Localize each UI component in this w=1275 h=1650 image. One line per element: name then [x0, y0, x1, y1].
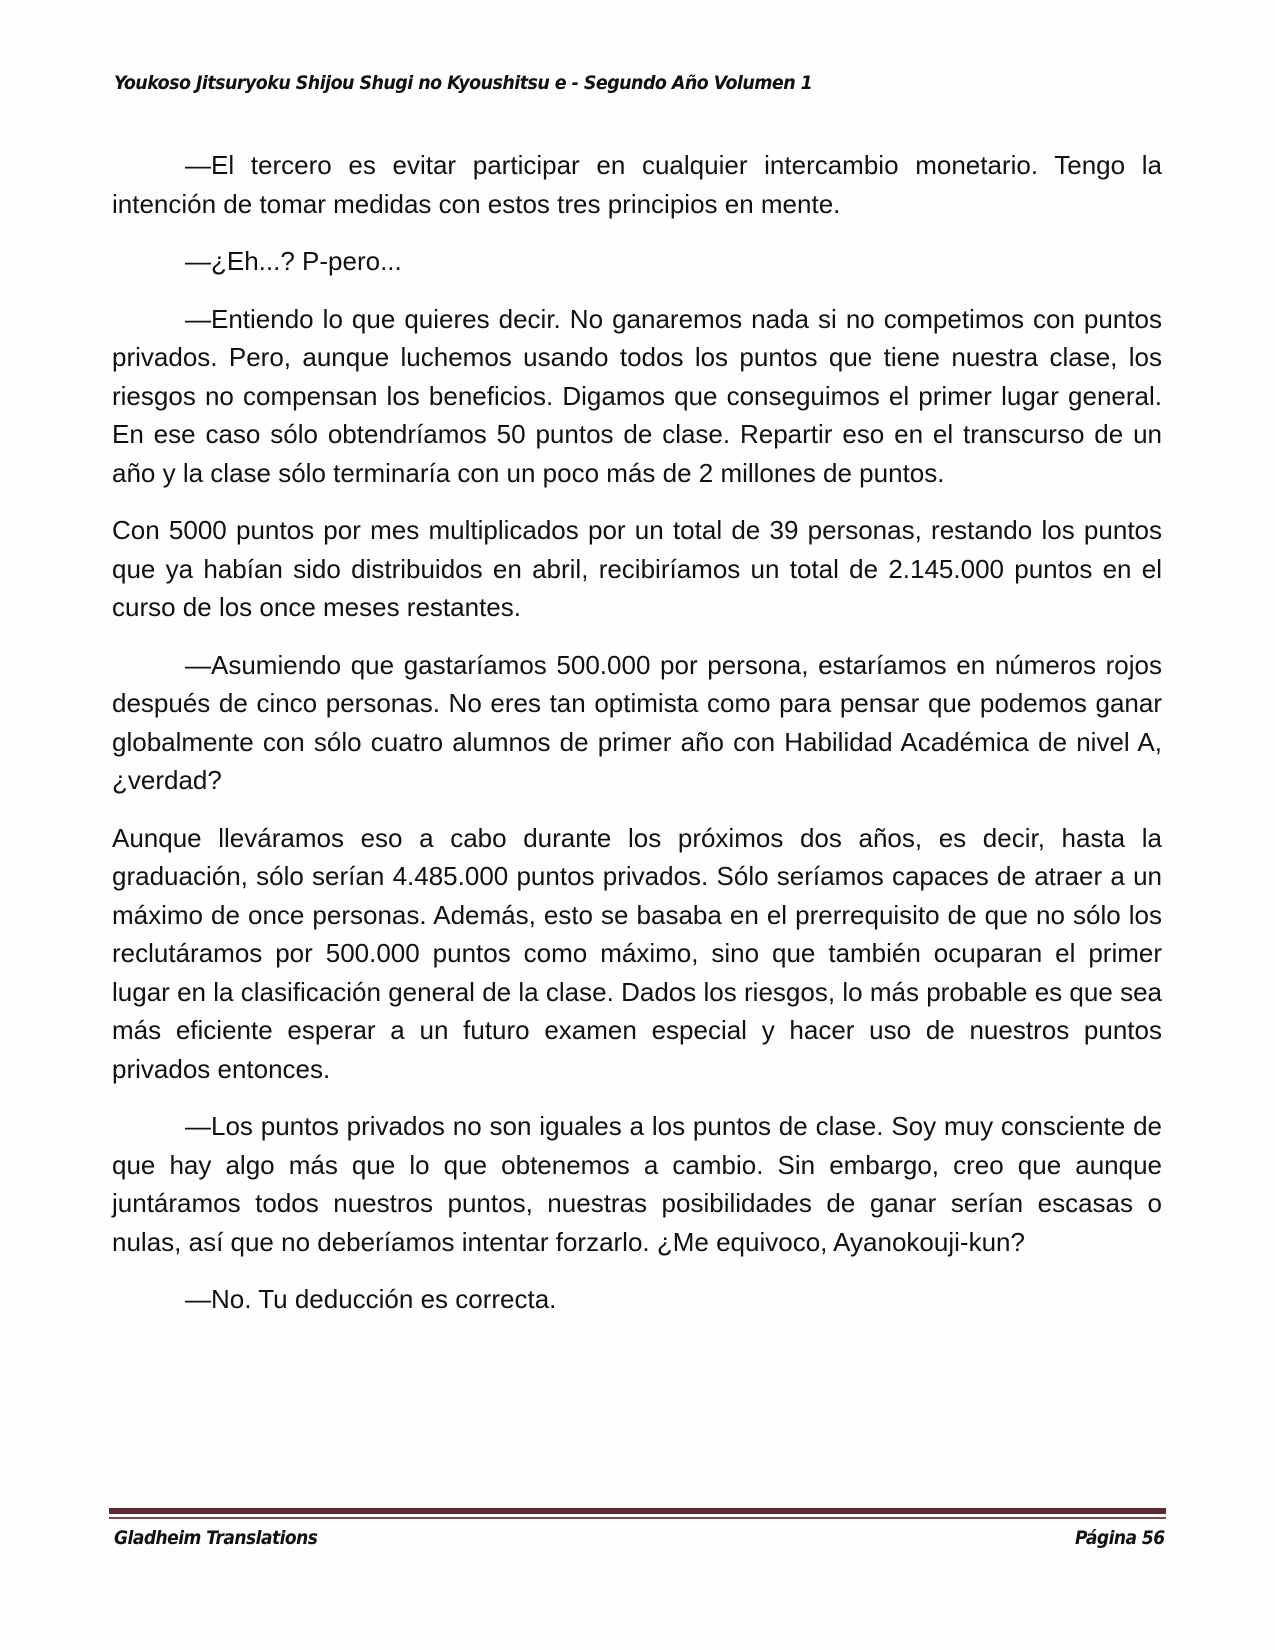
paragraph: —Asumiendo que gastaríamos 500.000 por persona, estaríamos en números rojos después de cinco personas. No eres tan optimista como para pensar que podemos ganar globalmente con sólo cuatro alumnos de primer año con Habilidad Académica de nivel A, ¿verdad? [112, 649, 1162, 795]
paragraph: —Los puntos privados no son iguales a los puntos de clase. Soy muy consciente de que hay algo más que lo que obtenemos a cambio. Sin embargo, creo que aunque juntáramos todos nuestros puntos, nuestras posibilidades de ganar serían escasas o nulas, así que no deberíamos intentar forzarlo. ¿Me equivoco, Ayanokouji-kun? [112, 1111, 1162, 1257]
footer-publisher: Gladheim Translations [114, 1527, 318, 1549]
footer-rule-thick [109, 1508, 1166, 1514]
running-header: Youkoso Jitsuryoku Shijou Shugi no Kyoushitsu e - Segundo Año Volumen 1 [114, 72, 813, 94]
footer-rule-thin [109, 1517, 1166, 1519]
body-text [112, 146, 1162, 1338]
paragraph: —¿Eh...? P-pero... [185, 246, 402, 276]
paragraph: Aunque lleváramos eso a cabo durante los próximos dos años, es decir, hasta la graduación, sólo serían 4.485.000 puntos privados. Sólo seríamos capaces de atraer a un máximo de once personas. Además, esto se basaba en el prerrequisito de que no sólo los reclutáramos por 500.000 puntos como máximo, sino que también ocuparan el primer lugar en la clasificación general de la clase. Dados los riesgos, lo más probable es que sea más eficiente esperar a un futuro examen especial y hacer uso de nuestros puntos privados entonces. [112, 822, 1162, 1084]
paragraph: —No. Tu deducción es correcta. [185, 1284, 557, 1314]
footer-page-number: Página 56 [1075, 1527, 1165, 1549]
paragraph: Con 5000 puntos por mes multiplicados por un total de 39 personas, restando los puntos que ya habían sido distribuidos en abril, recibiríamos un total de 2.145.000 puntos en el curso de los once meses restantes. [112, 515, 1162, 622]
paragraph: —Entiendo lo que quieres decir. No ganaremos nada si no competimos con puntos privados. Pero, aunque luchemos usando todos los puntos que tiene nuestra clase, los riesgos no compensan los beneficios. Digamos que conseguimos el primer lugar general. En ese caso sólo obtendríamos 50 puntos de clase. Repartir eso en el transcurso de un año y la clase sólo terminaría con un poco más de 2 millones de puntos. [112, 303, 1162, 488]
paragraph: —El tercero es evitar participar en cualquier intercambio monetario. Tengo la intención de tomar medidas con estos tres principios en mente. [112, 150, 1162, 219]
